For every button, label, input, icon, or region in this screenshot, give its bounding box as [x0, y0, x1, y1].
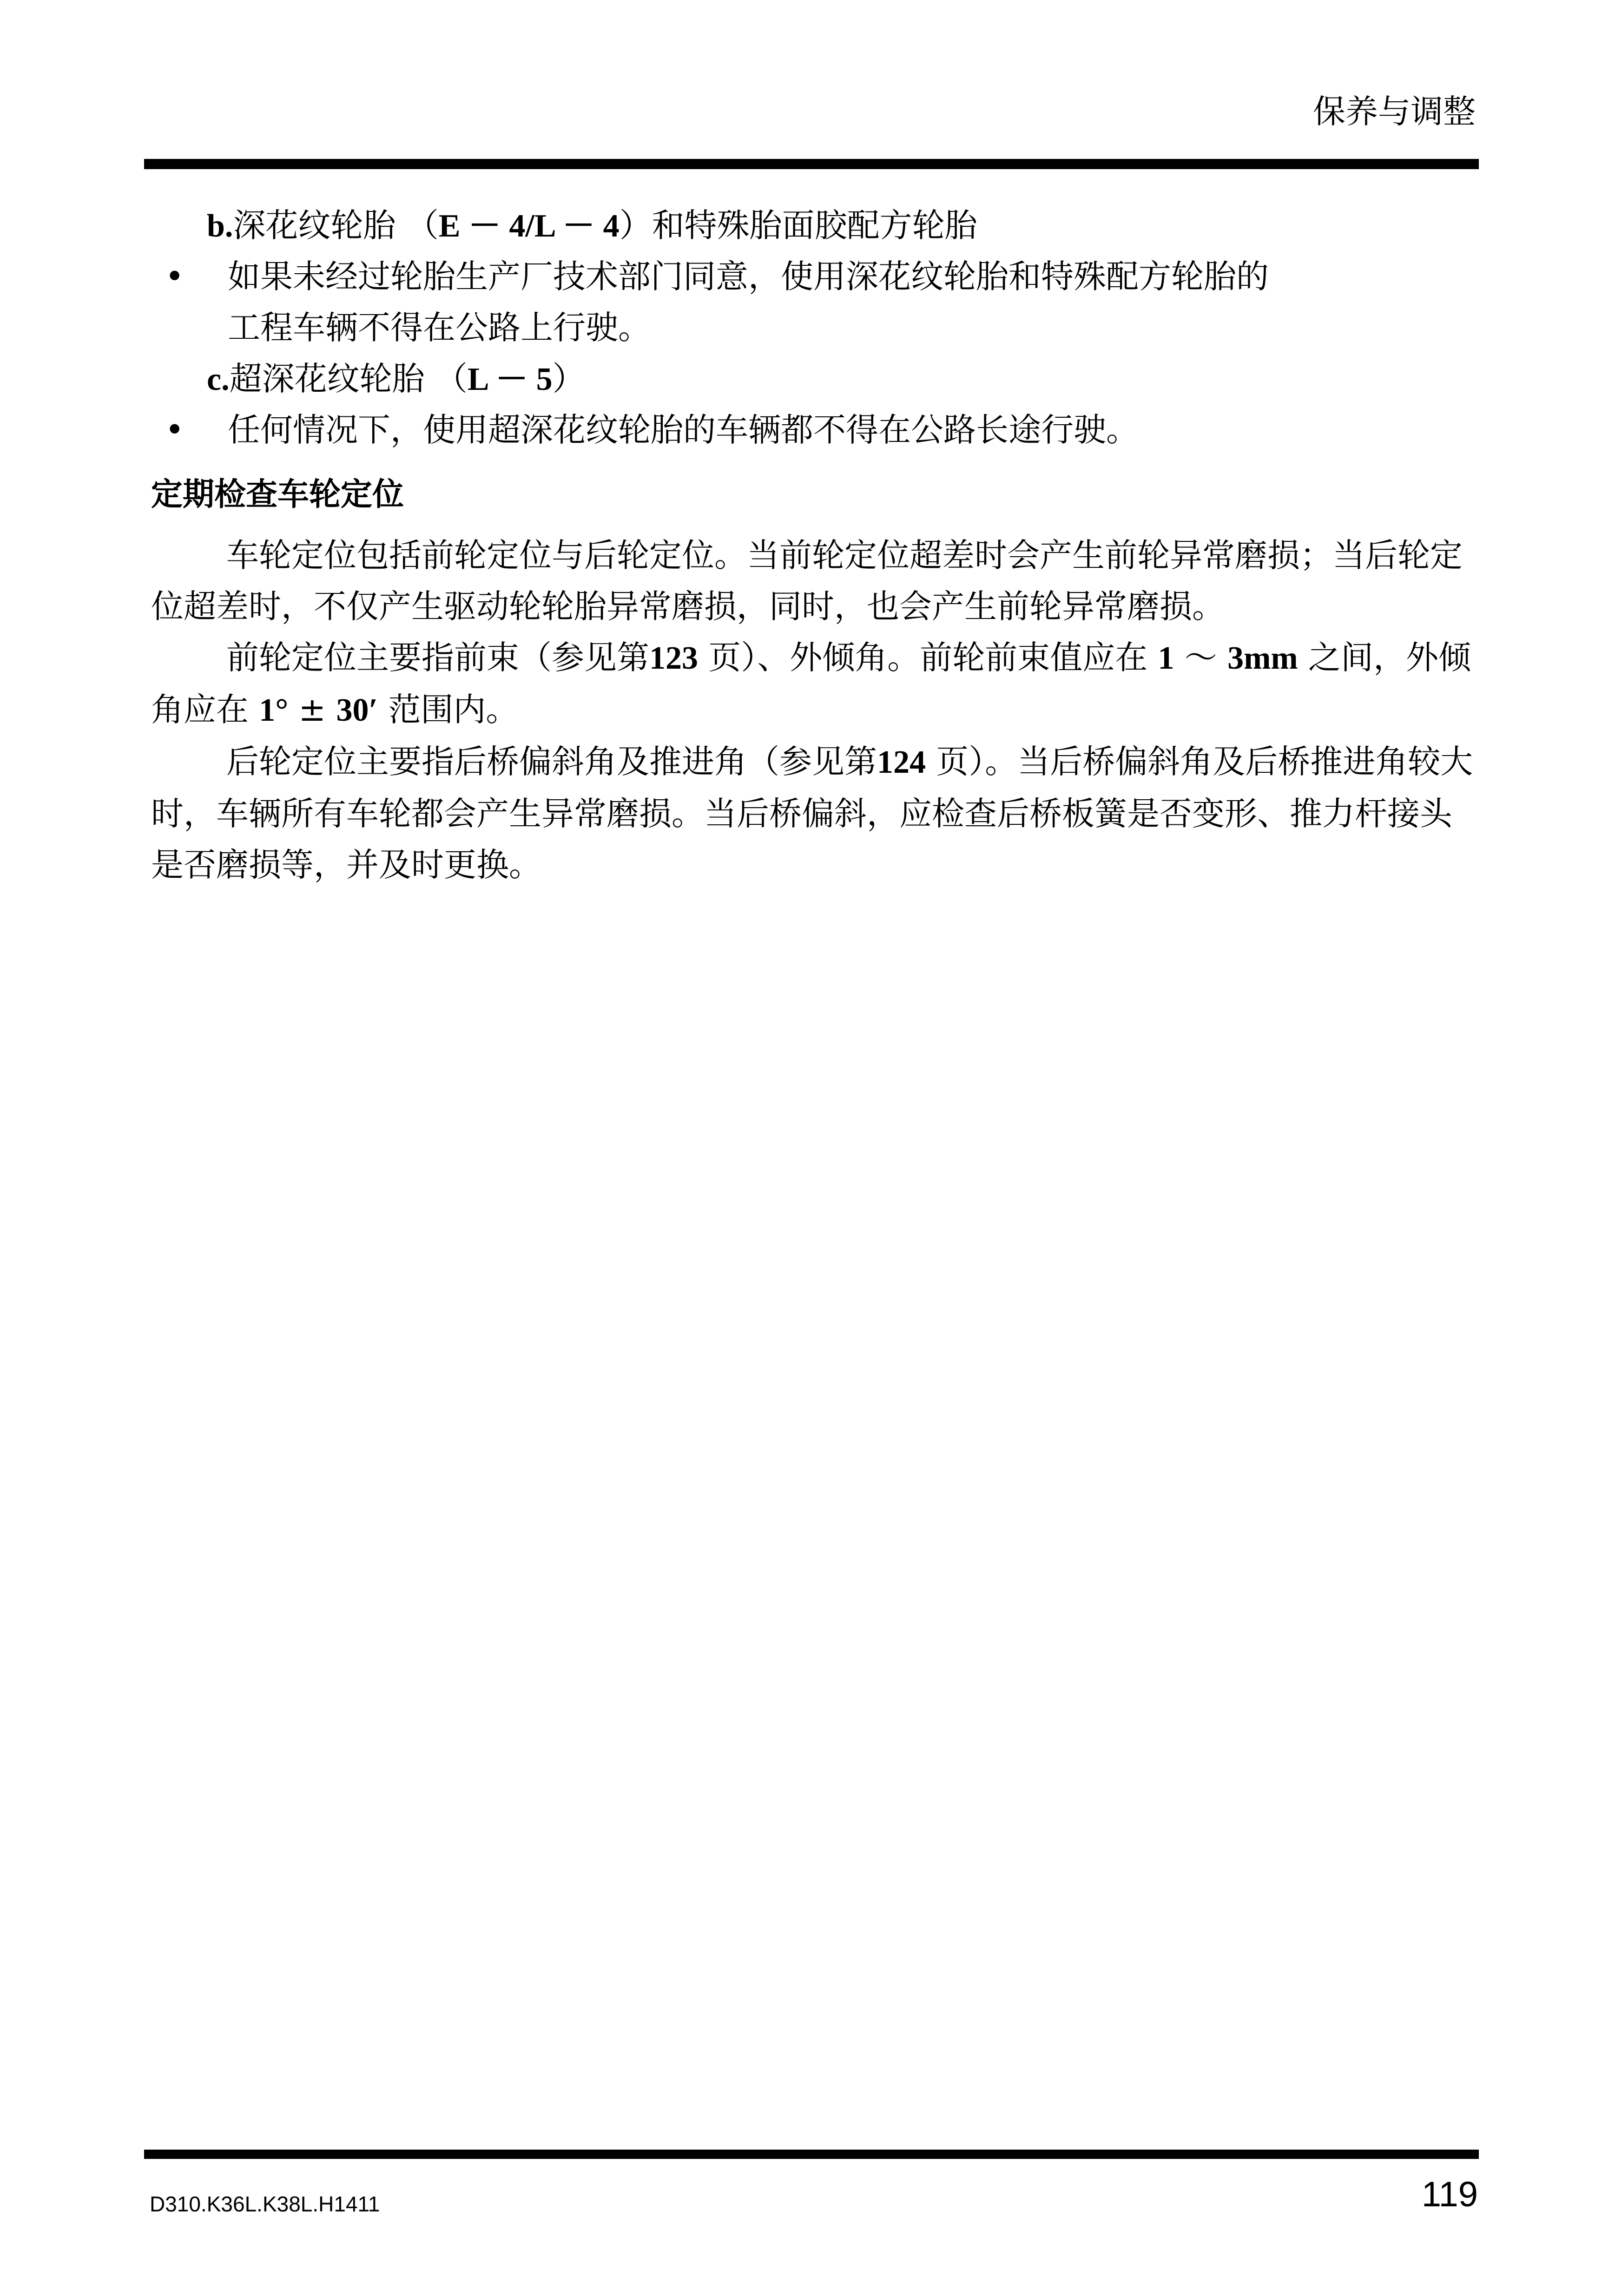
alignment-paragraph-1: 车轮定位包括前轮定位与后轮定位。当前轮定位超差时会产生前轮异常磨损；当后轮定位超差时，不仅产生驱动轮轮胎异常磨损，同时，也会产生前轮异常磨损。	[151, 536, 1463, 625]
page-header-title: 保养与调整	[1313, 92, 1476, 131]
bullet-symbol: •	[165, 411, 185, 449]
extra-deep-tread-bullet	[151, 404, 1479, 455]
extra-deep-tread-heading	[151, 353, 1479, 404]
extra-deep-tread-spec: L － 5	[467, 362, 553, 397]
para3-text-1: 后轮定位主要指后桥偏斜角及推进角（参见第	[226, 743, 877, 781]
alignment-paragraph-3	[151, 736, 1479, 890]
para2-range-end: 3mm	[1227, 640, 1298, 676]
header-rule	[144, 159, 1479, 169]
para2-tilde: ～	[1184, 638, 1217, 677]
para2-minutes: 30′	[336, 692, 378, 728]
para2-text-3: 之间，外倾角应在	[151, 638, 1471, 729]
para2-angle: 1°	[259, 692, 289, 728]
bullet-symbol: •	[165, 257, 185, 296]
deep-tread-bullet-line-2: 工程车辆不得在公路上行驶。	[228, 309, 651, 347]
deep-tread-title: 深花纹轮胎	[233, 206, 396, 244]
para2-text-4: 范围内。	[388, 691, 519, 729]
deep-tread-title-suffix: 和特殊胎面胶配方轮胎	[652, 206, 977, 244]
extra-deep-tread-label: c.	[207, 362, 230, 397]
deep-tread-spec-open: （	[406, 206, 439, 244]
page-body	[151, 200, 1479, 890]
deep-tread-bullet	[151, 251, 1479, 353]
footer-rule	[144, 2150, 1479, 2159]
para2-text-1: 前轮定位主要指前束（参见第	[226, 638, 649, 677]
deep-tread-heading	[151, 200, 1479, 251]
alignment-section-heading: 定期检查车轮定位	[151, 476, 404, 513]
deep-tread-label: b.	[207, 208, 233, 244]
extra-deep-tread-title: 超深花纹轮胎	[229, 360, 425, 398]
para2-text-2: 页）、外倾角。前轮前束值应在	[708, 638, 1148, 677]
para3-text-2: 页）。当后桥偏斜角及后桥推进角较大时，车辆所有车轮都会产生异常磨损。当后桥偏斜，应检查后桥板簧是否变形、推力杆接头是否磨损等，并及时更换。	[151, 743, 1473, 884]
extra-deep-tread-spec-open: （	[435, 360, 468, 398]
footer-page-number: 119	[1421, 2175, 1478, 2214]
extra-deep-tread-bullet-line-1: 任何情况下，使用超深花纹轮胎的车辆都不得在公路长途行驶。	[228, 411, 1139, 449]
deep-tread-bullet-line-1: 如果未经过轮胎生产厂技术部门同意，使用深花纹轮胎和特殊配方轮胎的	[228, 257, 1269, 296]
para2-page-ref: 123	[649, 640, 698, 676]
deep-tread-spec-close: ）	[619, 206, 652, 244]
extra-deep-tread-spec-close: ）	[552, 360, 585, 398]
para2-plus-minus: ±	[298, 691, 326, 729]
footer-document-code: D310.K36L.K38L.H1411	[150, 2192, 380, 2216]
para2-range-start: 1	[1158, 640, 1174, 676]
alignment-paragraph-2	[151, 632, 1479, 736]
deep-tread-spec: E － 4/L － 4	[438, 208, 620, 244]
para3-page-ref: 124	[877, 744, 926, 780]
